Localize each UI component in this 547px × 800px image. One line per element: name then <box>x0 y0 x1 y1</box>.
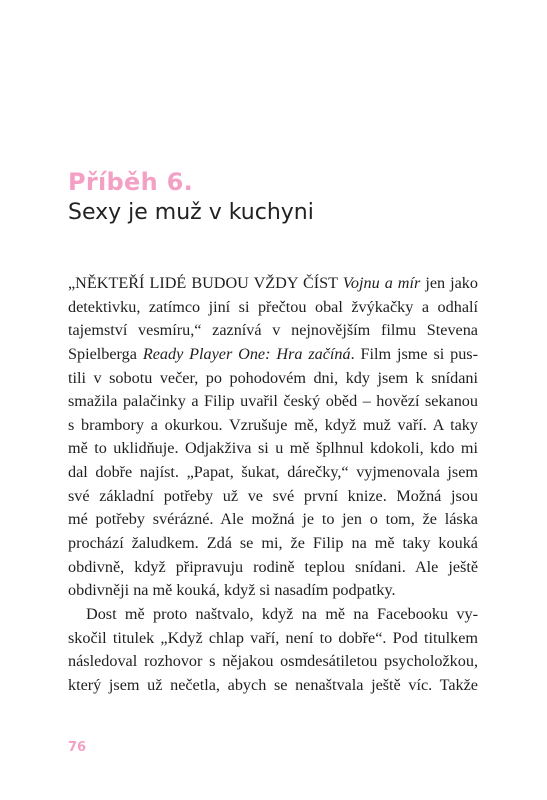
italic-title: Ready Player One: Hra začíná <box>142 344 351 363</box>
text-line <box>68 650 478 674</box>
paragraph <box>68 603 478 698</box>
text-line <box>68 674 478 698</box>
text-line <box>68 532 478 556</box>
text-segment: tili v sobotu večer, po pohodovém dni, kdy jsem k snídani <box>68 368 478 387</box>
text-line <box>68 508 478 532</box>
text-line <box>68 367 478 391</box>
text-line <box>68 627 478 651</box>
text-segment: smažila palačinky a Filip uvařil český oběd – hovězí sekanou <box>68 392 478 411</box>
text-segment: dal dobře najíst. „Papat, šukat, dárečky,“ vyjmenovala jsem <box>68 463 478 482</box>
text-segment: následoval rozhovor s nějakou osmdesátiletou psycholožkou, <box>68 652 478 671</box>
text-line <box>68 296 478 320</box>
text-segment: prochází žaludkem. Zdá se mi, že Filip na mě taky kouká <box>68 534 478 553</box>
text-segment: mé potřeby svérázné. Ale možná je to jen o tom, že láska <box>68 510 478 529</box>
text-segment: své základní potřeby už ve své první knize. Možná jsou <box>68 486 478 505</box>
text-line <box>68 579 478 603</box>
text-segment: který jsem už nečetla, abych se nenaštvala ještě víc. Takže <box>68 675 478 694</box>
text-line <box>68 414 478 438</box>
text-segment: detektivku, zatímco jiní si přečtou obal žvýkačky a odhalí <box>68 297 478 316</box>
text-line <box>68 461 478 485</box>
text-segment: jen jako <box>420 274 478 292</box>
text-line <box>68 272 478 296</box>
text-segment: obdivně, když připravuju rodině teplou snídani. Ale ještě <box>68 557 478 576</box>
text-segment: Dost mě proto naštvalo, když na mě na Facebooku vy- <box>86 604 478 623</box>
text-line <box>68 485 478 509</box>
text-line <box>68 343 478 367</box>
text-segment: skočil titulek „Když chlap vaří, není to dobře“. Pod titulkem <box>68 628 478 647</box>
chapter-number: Příběh 6. <box>68 168 194 196</box>
text-segment: obdivněji na mě kouká, když si nasadím podpatky. <box>68 581 396 600</box>
paragraph <box>68 272 478 603</box>
text-line <box>68 556 478 580</box>
text-segment: s brambory a okurkou. Vzrušuje mě, když muž vaří. A taky <box>68 415 478 434</box>
italic-title: Vojnu a mír <box>342 274 421 292</box>
text-line <box>68 437 478 461</box>
text-line <box>68 603 478 627</box>
text-segment: „NĚKTEŘÍ LIDÉ BUDOU VŽDY ČÍST <box>68 274 343 292</box>
chapter-title: Sexy je muž v kuchyni <box>68 200 314 225</box>
text-line <box>68 319 478 343</box>
text-segment: tajemství vesmíru,“ zaznívá v nejnovějším filmu Stevena <box>68 321 478 340</box>
text-line <box>68 390 478 414</box>
page-number: 76 <box>68 740 87 755</box>
body-text <box>68 272 478 698</box>
text-segment: . Film jsme si pus- <box>350 344 478 363</box>
text-segment: mě to uklidňuje. Odjakživa si u mě šplhnul kdokoli, kdo mi <box>68 439 478 458</box>
text-segment: Spielberga <box>68 344 143 363</box>
